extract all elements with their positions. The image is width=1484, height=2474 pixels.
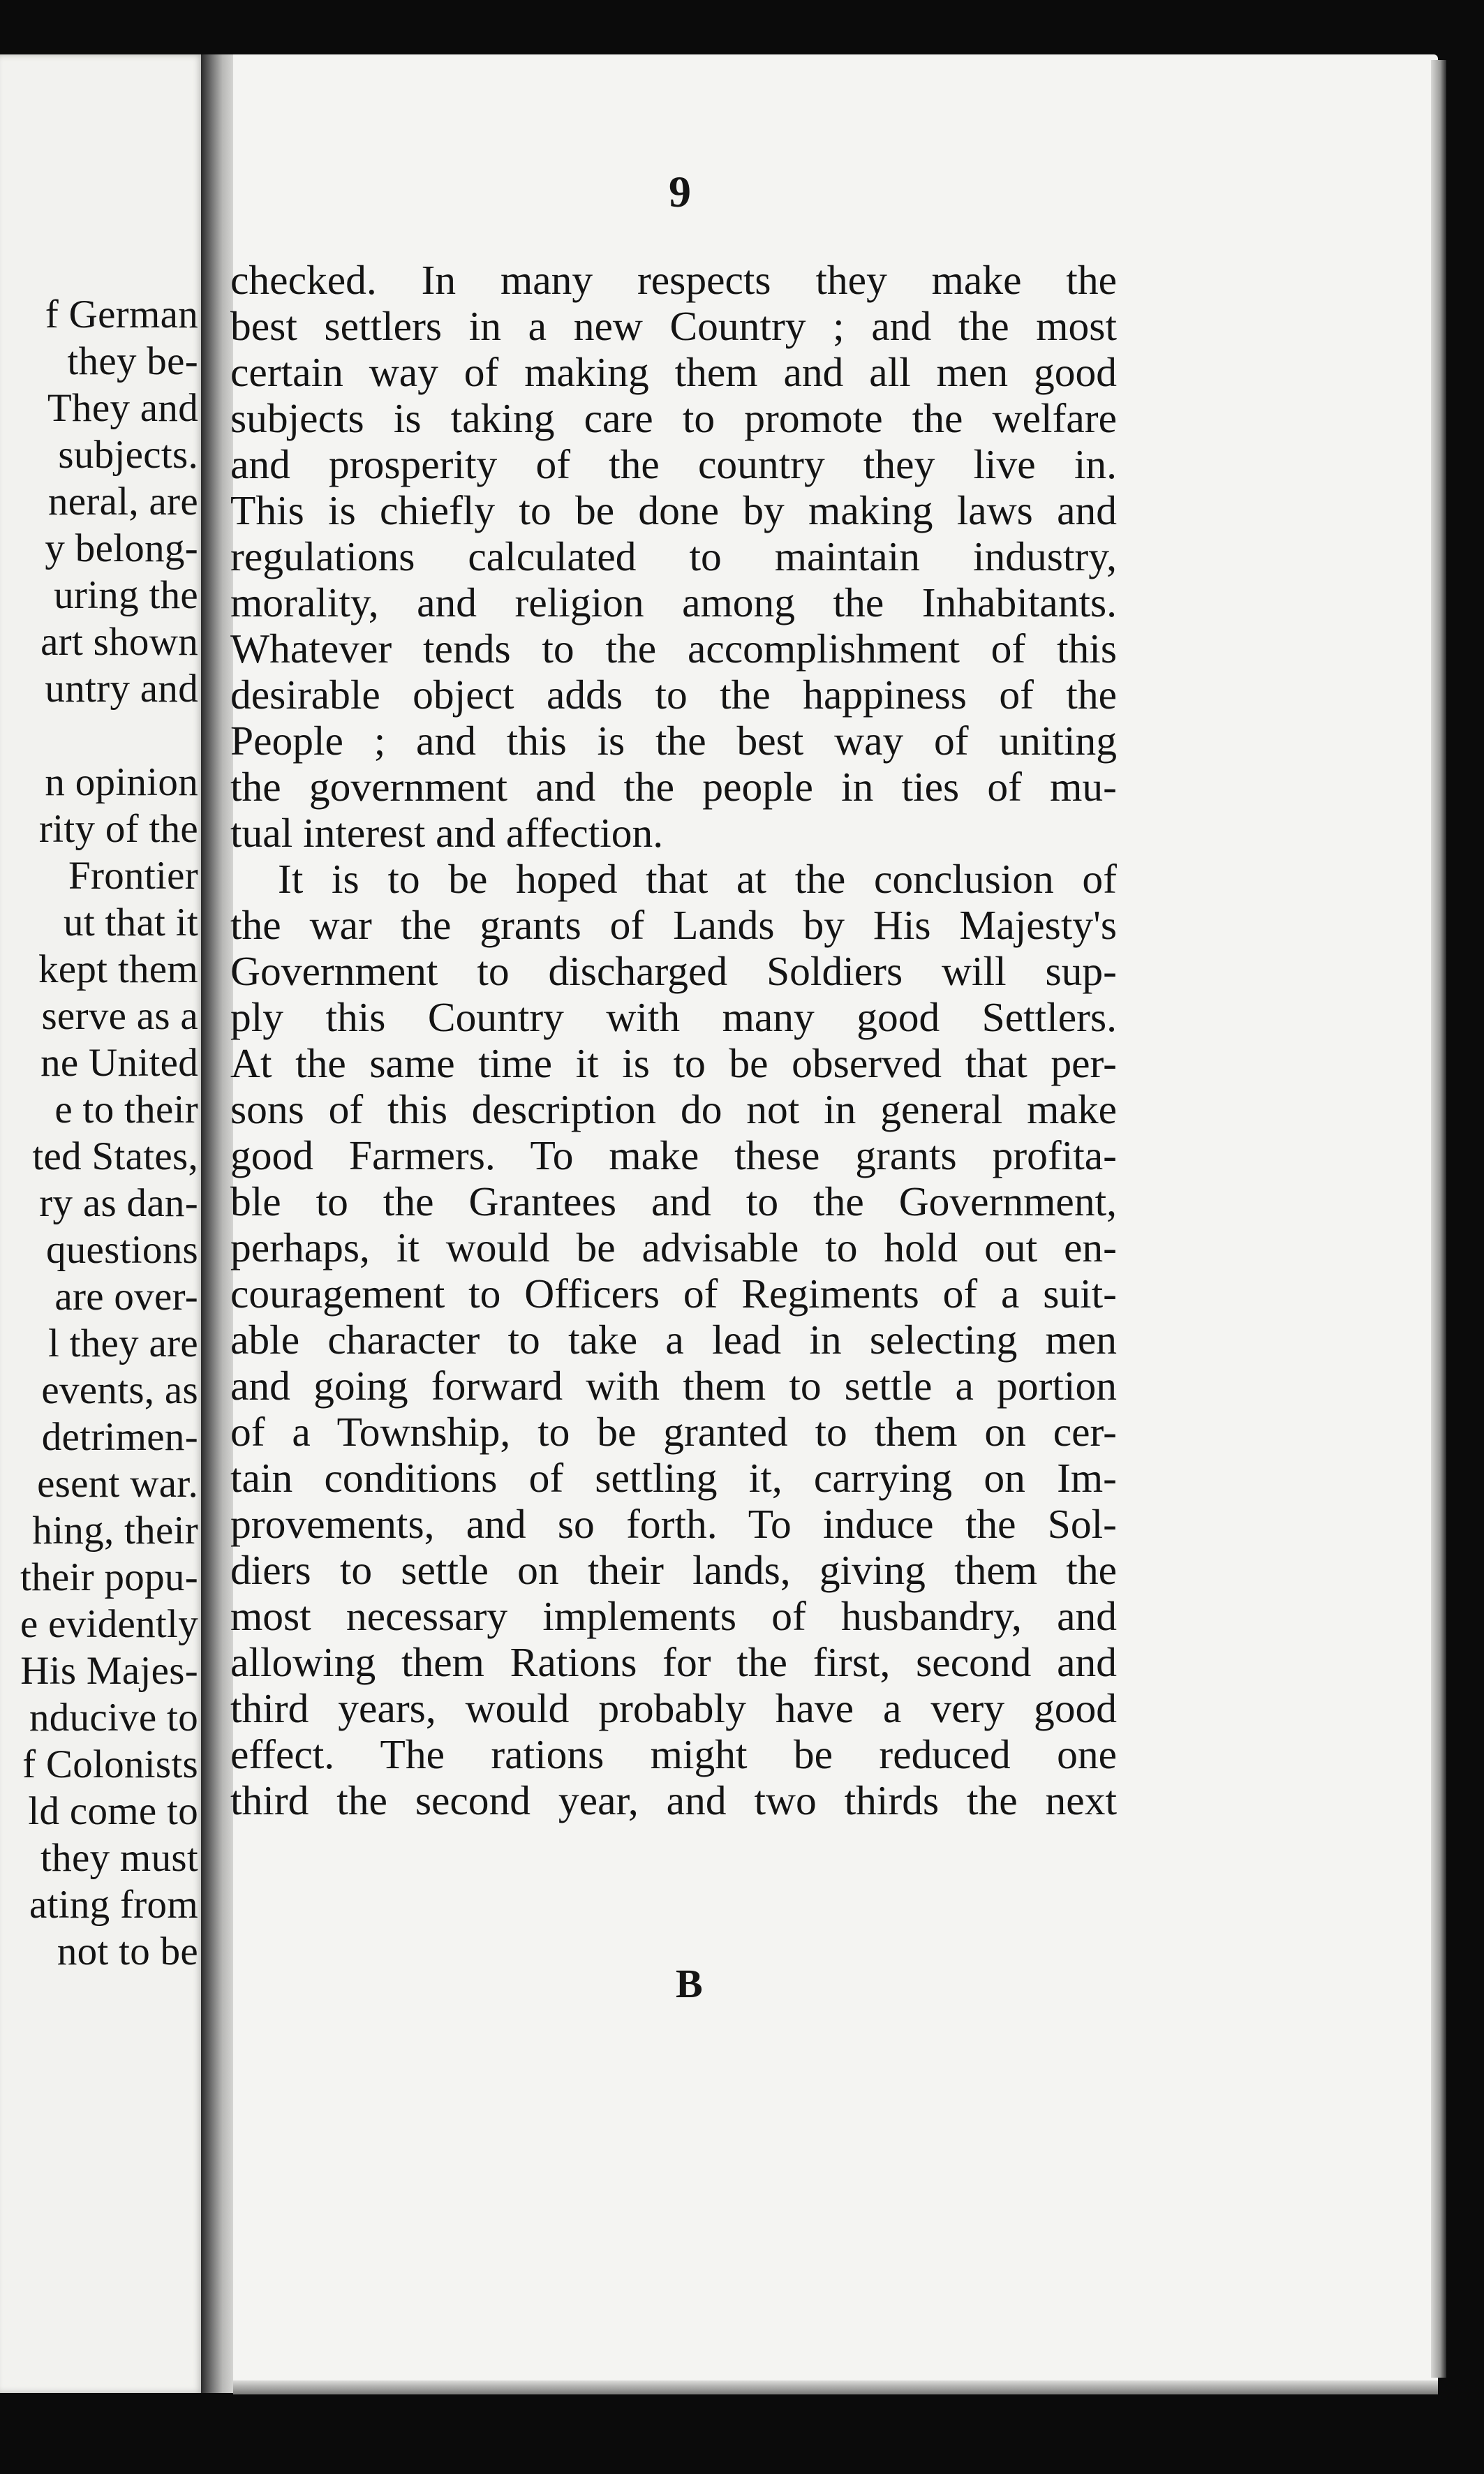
facing-page-fragment <box>0 54 204 2393</box>
facing-line: rity of the <box>38 807 198 851</box>
facing-line: subjects. <box>58 433 198 477</box>
facing-line: n opinion <box>45 760 198 804</box>
text-line: tual interest and affection. <box>230 810 664 856</box>
facing-line: they be- <box>67 339 198 383</box>
signature-mark: B <box>676 1961 703 2006</box>
facing-line: ted States, <box>32 1134 198 1178</box>
facing-line: ne United <box>40 1041 198 1085</box>
facing-line: They and <box>47 386 198 430</box>
facing-line: e to their <box>54 1088 198 1132</box>
text-line: At the same time it is to be observed that per- <box>230 1040 1117 1086</box>
text-line: allowing them Rations for the first, second and <box>230 1639 1117 1685</box>
text-line: good Farmers. To make these grants profita- <box>230 1132 1117 1178</box>
facing-line: questions <box>45 1228 198 1272</box>
text-line: regulations calculated to maintain industry, <box>230 533 1117 579</box>
facing-line: His Majes- <box>20 1649 198 1693</box>
facing-line: y belong- <box>45 526 198 570</box>
text-line: Whatever tends to the accomplishment of this <box>230 625 1117 672</box>
text-line: best settlers in a new Country ; and the most <box>230 303 1117 349</box>
text-line: subjects is taking care to promote the welfare <box>230 395 1117 441</box>
facing-line: art shown <box>40 620 198 664</box>
facing-line: they must <box>40 1836 198 1880</box>
text-line: People ; and this is the best way of uniting <box>230 718 1117 764</box>
text-line: perhaps, it would be advisable to hold out en- <box>230 1224 1117 1271</box>
text-line: morality, and religion among the Inhabitants. <box>230 579 1117 625</box>
text-line: the war the grants of Lands by His Majesty's <box>230 902 1117 948</box>
facing-line: Frontier <box>68 854 198 898</box>
text-line: tain conditions of settling it, carrying on Im- <box>230 1455 1117 1501</box>
text-line: ply this Country with many good Settlers. <box>230 994 1117 1040</box>
text-line: Government to discharged Soldiers will sup- <box>230 948 1117 994</box>
facing-line: not to be <box>57 1929 198 1973</box>
facing-line: kept them <box>38 947 198 991</box>
facing-line: esent war. <box>37 1462 198 1506</box>
text-line: third years, would probably have a very good <box>230 1685 1117 1731</box>
facing-line: detrimen- <box>41 1415 198 1459</box>
page-bottom-edge <box>233 2380 1438 2394</box>
page-edge <box>1431 60 1446 2378</box>
facing-line: are over- <box>54 1275 198 1319</box>
text-line: desirable object adds to the happiness of the <box>230 672 1117 718</box>
text-line: sons of this description do not in general make <box>230 1086 1117 1132</box>
facing-line: ld come to <box>28 1789 198 1833</box>
text-line: the government and the people in ties of mu- <box>230 764 1117 810</box>
text-line: third the second year, and two thirds the next <box>230 1777 1117 1823</box>
text-line: ble to the Grantees and to the Government, <box>230 1178 1117 1224</box>
text-line: and prosperity of the country they live in. <box>230 441 1117 487</box>
text-line: and going forward with them to settle a portion <box>230 1363 1117 1409</box>
text-line: couragement to Officers of Regiments of a suit- <box>230 1271 1117 1317</box>
text-line: It is to be hoped that at the conclusion of <box>278 856 1117 902</box>
facing-line: uring the <box>54 573 198 617</box>
page-number: 9 <box>669 167 691 216</box>
facing-line: f German <box>45 292 198 336</box>
text-line: able character to take a lead in selecting men <box>230 1317 1117 1363</box>
text-line: effect. The rations might be reduced one <box>230 1731 1117 1777</box>
text-line: checked. In many respects they make the <box>230 257 1117 303</box>
text-line: most necessary implements of husbandry, and <box>230 1593 1117 1639</box>
text-line: This is chiefly to be done by making laws and <box>230 487 1117 533</box>
text-line: certain way of making them and all men good <box>230 349 1117 395</box>
facing-line: ut that it <box>64 901 198 945</box>
facing-line: e evidently <box>20 1602 198 1646</box>
facing-line: ry as dan- <box>39 1181 198 1225</box>
text-line: provements, and so forth. To induce the Sol- <box>230 1501 1117 1547</box>
facing-line: l they are <box>47 1321 198 1365</box>
facing-line: ating from <box>29 1883 198 1927</box>
facing-line: their popu- <box>20 1555 198 1599</box>
facing-line: untry and <box>45 667 198 711</box>
text-line: diers to settle on their lands, giving them the <box>230 1547 1117 1593</box>
facing-line: hing, their <box>32 1509 198 1553</box>
facing-line: serve as a <box>41 994 198 1038</box>
facing-line: f Colonists <box>22 1742 198 1786</box>
text-line: of a Township, to be granted to them on cer- <box>230 1409 1117 1455</box>
facing-line: nducive to <box>29 1696 198 1740</box>
facing-line: neral, are <box>48 480 198 524</box>
facing-line: events, as <box>41 1368 198 1412</box>
